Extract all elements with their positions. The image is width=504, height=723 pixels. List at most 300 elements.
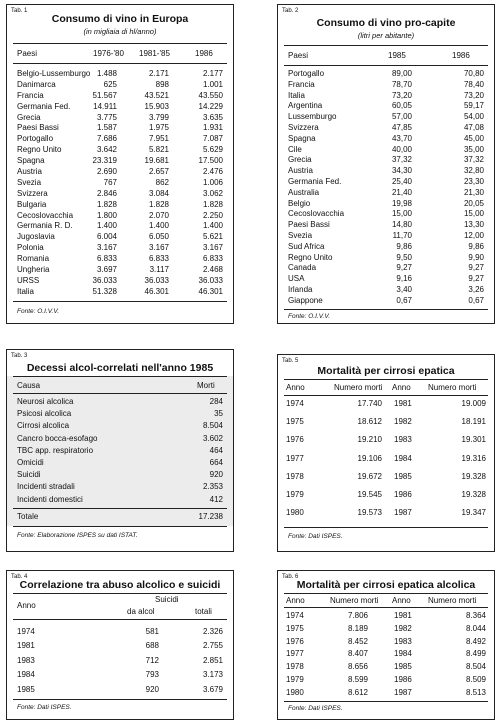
table-body: [17, 627, 223, 699]
table-cell: 1974: [286, 611, 304, 620]
table-cell: 15,00: [463, 209, 484, 219]
table-row: [17, 156, 223, 167]
table-cell: 9,27: [468, 274, 484, 284]
table-row: [288, 166, 484, 177]
table-cell: 1.400: [148, 221, 169, 231]
table-row: [17, 409, 223, 421]
table-row: [286, 472, 486, 490]
table-cell: 1.975: [148, 123, 169, 133]
table-row: [286, 624, 486, 637]
table-cell: 19.347: [461, 508, 486, 518]
table-row: [288, 112, 484, 123]
table-cell: 51.567: [92, 90, 117, 100]
table-cell: 59,17: [463, 101, 484, 111]
table-cell: 20,05: [463, 198, 484, 208]
table-cell: 284: [209, 397, 223, 406]
table-body: [286, 611, 486, 701]
column-header: 1985: [388, 51, 406, 60]
table-cell: 862: [155, 177, 169, 187]
table-cell: 37,32: [463, 155, 484, 165]
table-number: Tab. 2: [282, 8, 299, 14]
table-cell: 54,00: [463, 112, 484, 122]
table-row: [17, 167, 223, 178]
table-cell: 7.806: [347, 611, 368, 620]
table-cell: 9,16: [396, 274, 412, 284]
table-cell: 1976: [286, 636, 304, 646]
table-cell: 793: [145, 670, 159, 680]
table-cell: 1984: [394, 649, 412, 659]
table-row: [288, 285, 484, 296]
table-cell: 1979: [286, 674, 304, 684]
table-cell: 1983: [394, 435, 412, 445]
table-cell: 3.167: [202, 243, 223, 253]
header-top-rule: [284, 45, 488, 46]
column-header: totali: [195, 607, 212, 616]
table-cell: Psicosi alcolica: [17, 409, 72, 419]
table-cell: 12,00: [463, 230, 484, 240]
table-cell: Paesi Bassi: [288, 220, 330, 230]
table-cell: TBC app. respiratorio: [17, 445, 94, 455]
table-cell: 18.612: [357, 417, 382, 427]
table-cell: 2.250: [202, 210, 223, 220]
table-cell: 2.755: [202, 641, 223, 651]
table-cell: 1987: [394, 687, 412, 697]
table-row: [288, 199, 484, 210]
table-cell: 2.177: [202, 69, 223, 78]
column-header: Anno: [286, 596, 305, 605]
table-cell: 8.504: [465, 662, 486, 672]
table-cell: 9,86: [396, 241, 412, 251]
table-cell: Sud Africa: [288, 241, 325, 251]
table-number: Tab. 6: [282, 574, 299, 580]
header-top-rule: [13, 593, 227, 594]
table-row: [288, 253, 484, 264]
table-row: [286, 508, 486, 526]
table-cell: 9,27: [396, 263, 412, 273]
table-cell: 19.328: [461, 489, 486, 499]
table-cell: 767: [103, 177, 117, 187]
table-cell: 6.833: [96, 254, 117, 264]
table-row: [288, 145, 484, 156]
table-row: [17, 145, 223, 156]
table-cell: 35,00: [463, 144, 484, 154]
column-header: Paesi: [288, 51, 309, 60]
table-cell: 1.828: [202, 199, 223, 209]
header-bottom-rule: [13, 619, 227, 620]
table-cell: Bulgaria: [17, 199, 47, 209]
column-header: Numero morti: [334, 383, 383, 392]
column-header: Numero morti: [428, 596, 477, 605]
table-cell: 1.006: [202, 177, 223, 187]
table-row: [17, 69, 223, 80]
table-cell: 40,00: [391, 144, 412, 154]
table-consumo-europa: [6, 4, 234, 324]
table-cell: 3.167: [148, 243, 169, 253]
table-cell: 15.903: [144, 101, 169, 111]
table-cell: 1984: [17, 670, 35, 680]
footer-rule: [13, 699, 227, 700]
table-cell: Portogallo: [288, 69, 325, 78]
table-row: [288, 101, 484, 112]
table-cell: Spagna: [17, 156, 45, 166]
table-cell: Austria: [17, 167, 42, 177]
table-cell: 1980: [286, 687, 304, 697]
table-subtitle: (in migliaia di hl/anno): [83, 27, 157, 36]
table-row: [288, 155, 484, 166]
table-cell: Svezia: [17, 177, 42, 187]
table-row: [17, 134, 223, 145]
table-cell: Germania R. D.: [17, 221, 73, 231]
table-cell: 17.500: [198, 156, 223, 166]
table-cell: 2.476: [202, 167, 223, 177]
table-cell: 32,80: [463, 166, 484, 176]
table-row: [17, 470, 223, 482]
table-cell: 1979: [286, 489, 304, 499]
table-cell: 6.833: [202, 254, 223, 264]
table-cell: 19.106: [357, 453, 382, 463]
table-cell: Neurosi alcolica: [17, 397, 74, 406]
table-cell: 14.911: [93, 101, 117, 111]
table-cell: 8.492: [465, 636, 486, 646]
table-cell: 34,30: [391, 166, 412, 176]
table-cell: 37,32: [391, 155, 412, 165]
table-cell: 8.513: [465, 687, 486, 697]
table-cell: 8.612: [347, 687, 368, 697]
table-cell: 7.686: [96, 134, 117, 144]
table-row: [17, 482, 223, 494]
table-cell: Incidenti stradali: [17, 482, 75, 492]
table-cell: 0,67: [396, 295, 412, 305]
table-cell: 464: [209, 445, 223, 455]
table-cell: 1.800: [96, 210, 117, 220]
table-cell: 1982: [394, 623, 412, 633]
table-cell: 11,70: [392, 230, 412, 240]
table-cell: 1978: [286, 471, 304, 481]
column-header: Paesi: [17, 49, 38, 58]
column-header: Anno: [17, 601, 36, 610]
table-cell: 60,05: [391, 101, 412, 111]
table-cell: 45,00: [463, 133, 484, 143]
table-cell: 19.301: [461, 435, 486, 445]
table-cell: Cirrosi alcolica: [17, 421, 70, 431]
table-cell: 8.499: [465, 649, 486, 659]
source-note: Fonte: O.I.V.V.: [17, 308, 60, 315]
table-cell: 21,40: [391, 187, 412, 197]
table-row: [288, 263, 484, 274]
table-cell: 8.656: [347, 662, 368, 672]
table-number: Tab. 1: [11, 8, 28, 14]
table-cell: 2.468: [202, 265, 223, 275]
table-row: [288, 209, 484, 220]
table-cell: 2.326: [202, 627, 223, 636]
table-cell: 1.400: [96, 221, 117, 231]
table-row: [286, 490, 486, 508]
table-cell: 920: [209, 470, 223, 480]
table-cell: 3.642: [96, 145, 117, 155]
table-row: [286, 688, 486, 701]
table-cell: 3.775: [96, 112, 117, 122]
table-cell: 19,98: [391, 198, 412, 208]
table-body: [17, 397, 223, 507]
table-cell: 35: [214, 409, 223, 419]
table-row: [17, 685, 223, 699]
table-row: [286, 675, 486, 688]
table-decessi-alcol: [6, 349, 234, 552]
table-cell: Danimarca: [17, 79, 56, 89]
table-cell: 17.740: [357, 399, 382, 408]
column-header: 1981-'85: [139, 49, 170, 58]
column-header: Suicidi: [155, 595, 179, 604]
table-consumo-procapite: [277, 4, 495, 324]
table-row: [17, 200, 223, 211]
source-note: Fonte: Dati ISPES.: [288, 705, 343, 712]
table-cell: 15,00: [391, 209, 412, 219]
table-cell: 19.681: [144, 156, 169, 166]
table-cell: 1.400: [202, 221, 223, 231]
table-cell: Incidenti domestici: [17, 494, 83, 504]
table-row: [288, 296, 484, 307]
table-cell: Canada: [288, 263, 317, 273]
header-top-rule: [284, 379, 488, 380]
table-cell: Grecia: [17, 112, 41, 122]
table-row: [17, 211, 223, 222]
table-cell: 36.033: [198, 275, 223, 285]
table-cell: 688: [145, 641, 159, 651]
table-cell: Suicidi: [17, 470, 41, 480]
table-row: [286, 611, 486, 624]
table-cell: 51.328: [92, 286, 117, 296]
table-cell: 23.319: [92, 156, 117, 166]
table-cell: 36.033: [144, 275, 169, 285]
table-row: [17, 178, 223, 189]
table-row: [17, 276, 223, 287]
table-cell: 3,26: [468, 284, 484, 294]
table-title: Mortalità per cirrosi epatica alcolica: [296, 579, 476, 591]
table-cell: 78,70: [391, 79, 412, 89]
table-cell: 8.364: [465, 611, 486, 620]
table-row: [17, 189, 223, 200]
table-cell: URSS: [17, 275, 40, 285]
table-cell: 1975: [286, 623, 304, 633]
table-cell: 9,90: [468, 252, 484, 262]
table-cell: Regno Unito: [17, 145, 62, 155]
table-row: [288, 220, 484, 231]
table-row: [286, 637, 486, 650]
table-cell: 8.189: [347, 623, 368, 633]
table-cell: 1975: [286, 417, 304, 427]
table-cell: 2.657: [148, 167, 169, 177]
table-cell: 1978: [286, 662, 304, 672]
table-cell: Germania Fed.: [17, 101, 71, 111]
table-cell: 36.033: [92, 275, 117, 285]
header-bottom-rule: [13, 63, 227, 64]
table-number: Tab. 3: [11, 353, 28, 359]
table-cell: Grecia: [288, 155, 312, 165]
header-bottom-rule: [284, 65, 488, 66]
footer-rule: [13, 301, 227, 302]
table-cell: 73,20: [463, 90, 484, 100]
header-top-rule: [284, 593, 488, 594]
table-cell: 19.316: [461, 453, 486, 463]
header-top-rule: [13, 376, 227, 377]
table-cell: 9,27: [468, 263, 484, 273]
table-cell: 8.509: [465, 674, 486, 684]
table-cell: 1.828: [148, 199, 169, 209]
source-note: Fonte: Dati ISPES.: [17, 704, 72, 711]
table-cell: 43.550: [198, 90, 223, 100]
table-cell: 1987: [394, 508, 412, 518]
table-cell: 2.846: [96, 188, 117, 198]
column-header: 1986: [195, 49, 213, 58]
table-cell: 14.229: [198, 101, 223, 111]
table-cell: 8.452: [347, 636, 368, 646]
table-row: [17, 627, 223, 641]
table-cell: Austria: [288, 166, 313, 176]
table-cell: 46.301: [144, 286, 169, 296]
table-cell: 3.117: [149, 265, 169, 275]
table-cell: 3.173: [202, 670, 223, 680]
table-cell: Australia: [288, 187, 320, 197]
table-row: [17, 656, 223, 670]
table-row: [17, 446, 223, 458]
table-cell: Spagna: [288, 133, 316, 143]
table-cell: Polonia: [17, 243, 44, 253]
table-row: [17, 495, 223, 507]
table-cell: Jugoslavia: [17, 232, 55, 242]
column-header: Anno: [392, 383, 411, 392]
table-cell: Svezia: [288, 230, 313, 240]
table-cell: 78,40: [463, 79, 484, 89]
table-cell: 5.621: [202, 232, 223, 242]
table-cell: 2.171: [148, 69, 169, 78]
table-cell: 1.001: [202, 79, 223, 89]
table-cell: 73,20: [391, 90, 412, 100]
table-row: [286, 399, 486, 417]
table-cell: 1985: [394, 471, 412, 481]
table-cell: 23,30: [463, 176, 484, 186]
table-row: [286, 662, 486, 675]
table-cell: 1986: [394, 674, 412, 684]
table-cell: Svizzera: [17, 188, 48, 198]
table-cell: Belgio-Lussemburgo: [17, 69, 91, 78]
table-cell: 47,85: [391, 122, 412, 132]
table-row: [286, 454, 486, 472]
table-row: [288, 231, 484, 242]
table-cell: 9,86: [468, 241, 484, 251]
table-cell: Giappone: [288, 295, 323, 305]
table-row: [286, 435, 486, 453]
table-cell: Regno Unito: [288, 252, 333, 262]
table-body: [17, 69, 223, 298]
table-cell: 1983: [17, 655, 35, 665]
table-row: [286, 649, 486, 662]
table-cell: 19.545: [357, 489, 382, 499]
table-cell: 0,67: [468, 295, 484, 305]
table-cell: 5.629: [202, 145, 223, 155]
table-number: Tab. 5: [282, 358, 299, 364]
table-cell: 1981: [394, 399, 412, 408]
table-title: Consumo di vino in Europa: [51, 13, 189, 25]
source-note: Fonte: Dati ISPES.: [288, 533, 343, 540]
footer-rule: [13, 526, 227, 527]
source-note: Fonte: O.I.V.V.: [288, 313, 331, 320]
table-cell: 898: [155, 79, 169, 89]
table-cell: 19.672: [357, 471, 382, 481]
table-cell: 3.697: [96, 265, 117, 275]
table-row: [17, 641, 223, 655]
table-title: Decessi alcol-correlati nell'anno 1985: [26, 362, 214, 374]
column-header: Anno: [286, 383, 305, 392]
table-cell: 1977: [286, 453, 304, 463]
table-row: [17, 102, 223, 113]
table-cell: 2.070: [148, 210, 169, 220]
table-cell: Romania: [17, 254, 50, 264]
table-row: [17, 670, 223, 684]
table-cell: Portogallo: [17, 134, 54, 144]
table-cell: 43,70: [391, 133, 412, 143]
footer-rule: [284, 527, 488, 528]
table-row: [17, 243, 223, 254]
table-cell: 1980: [286, 508, 304, 518]
table-row: [288, 123, 484, 134]
table-cell: 13,30: [463, 220, 484, 230]
table-cell: 3,40: [396, 284, 412, 294]
table-row: [17, 221, 223, 232]
table-cell: 19.328: [461, 471, 486, 481]
table-cell: Cecoslovacchia: [288, 209, 345, 219]
table-cell: 6.833: [148, 254, 169, 264]
table-row: [288, 91, 484, 102]
table-cell: 1982: [394, 417, 412, 427]
table-row: [17, 80, 223, 91]
table-cell: Irlanda: [288, 284, 313, 294]
table-row: [17, 232, 223, 243]
table-cell: 664: [209, 457, 223, 467]
table-row: [288, 274, 484, 285]
table-cell: 3.602: [202, 433, 223, 443]
table-mortalita-cirrosi-alcolica: [277, 570, 495, 720]
table-cell: 7.087: [202, 134, 223, 144]
table-cell: 47,08: [463, 122, 484, 132]
table-cell: Lussemburgo: [288, 112, 337, 122]
table-cell: 1977: [286, 649, 304, 659]
table-row: [288, 242, 484, 253]
table-cell: 3.799: [148, 112, 169, 122]
table-cell: 8.504: [202, 421, 223, 431]
table-cell: 19.573: [357, 508, 382, 518]
column-header: da alcol: [127, 607, 155, 616]
table-cell: 1974: [17, 627, 35, 636]
column-header: 1976-'80: [93, 49, 124, 58]
table-row: [288, 134, 484, 145]
table-cell: 2.690: [96, 167, 117, 177]
table-cell: 3.062: [202, 188, 223, 198]
table-cell: 1986: [394, 489, 412, 499]
header-bottom-rule: [284, 395, 488, 396]
table-cell: Francia: [17, 90, 44, 100]
table-row: [17, 91, 223, 102]
table-body: [286, 399, 486, 526]
table-cell: 9,50: [396, 252, 412, 262]
table-title: Correlazione tra abuso alcolico e suicidi: [19, 579, 221, 591]
table-cell: 1985: [17, 684, 35, 694]
table-cell: Ungheria: [17, 265, 50, 275]
table-row: [288, 80, 484, 91]
table-cell: 1985: [394, 662, 412, 672]
table-row: [17, 265, 223, 276]
table-cell: Svizzera: [288, 122, 319, 132]
table-row: [17, 113, 223, 124]
